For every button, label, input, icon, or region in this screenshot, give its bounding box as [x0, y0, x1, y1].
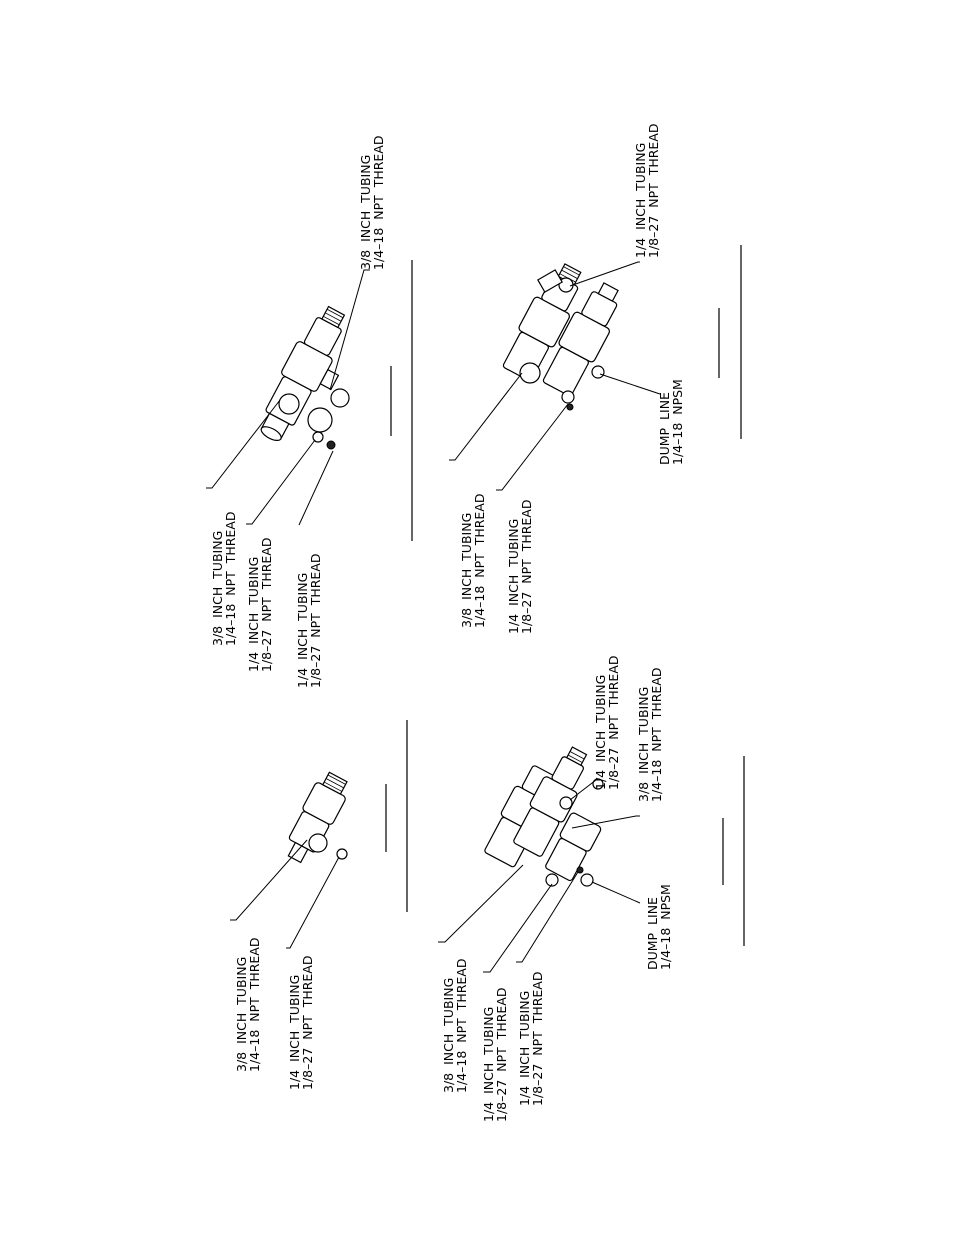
callout-ur-2-line1: 1/4 INCH TUBING: [506, 518, 521, 634]
callout-ur-4-line1: 1/4 INCH TUBING: [633, 142, 648, 258]
callout-lr-1-line2: 1/4–18 NPT THREAD: [454, 958, 469, 1093]
callout-ul-4-line2: 1/4–18 NPT THREAD: [371, 135, 386, 270]
callout-ul-3: [295, 554, 323, 689]
leader-ur-1: [449, 373, 522, 460]
callout-ur-3-line2: 1/4–18 NPSM: [670, 379, 685, 465]
callout-lr-6-line2: 1/4–18 NPT THREAD: [649, 667, 664, 802]
callout-ul-4-line1: 3/8 INCH TUBING: [358, 154, 373, 270]
valve-assembly-double: [499, 259, 629, 410]
callout-ul-1-line1: 3/8 INCH TUBING: [210, 530, 225, 646]
callout-lr-3-line1: 1/4 INCH TUBING: [517, 990, 532, 1106]
leader-ur-2: [496, 404, 568, 490]
callout-lr-5: [593, 656, 621, 791]
callout-lr-2: [481, 988, 509, 1123]
leader-lr-3: [516, 872, 578, 962]
valve-compact: [280, 769, 354, 867]
callout-ur-2: [506, 500, 534, 635]
callout-lr-2-line1: 1/4 INCH TUBING: [481, 1006, 496, 1122]
view-upper-left: [206, 136, 412, 689]
leader-ul-2: [246, 440, 315, 524]
callout-ll-2-line2: 1/8–27 NPT THREAD: [300, 955, 315, 1090]
callout-lr-2-line2: 1/8–27 NPT THREAD: [494, 987, 509, 1122]
callout-ll-2-line1: 1/4 INCH TUBING: [287, 974, 302, 1090]
callout-lr-3-line2: 1/8–27 NPT THREAD: [530, 971, 545, 1106]
valve-assembly-single: [251, 301, 365, 453]
callout-lr-1: [441, 959, 469, 1094]
valve-assembly-triple: [481, 742, 603, 886]
view-lower-left: [230, 720, 407, 1090]
callout-ll-1: [234, 938, 262, 1073]
callout-ur-3: [657, 379, 685, 465]
callout-lr-4-line2: 1/4–18 NPSM: [658, 884, 673, 970]
callout-ul-3-line1: 1/4 INCH TUBING: [295, 572, 310, 688]
callout-ur-4: [633, 124, 661, 259]
leader-lr-4: [592, 882, 640, 903]
callout-ur-1: [459, 494, 487, 629]
view-lower-right: [438, 656, 744, 1123]
callout-lr-6-line1: 3/8 INCH TUBING: [636, 686, 651, 802]
callout-lr-3: [517, 972, 545, 1107]
callout-lr-4-line1: DUMP LINE: [645, 897, 660, 970]
callout-ul-2-line1: 1/4 INCH TUBING: [246, 556, 261, 672]
callout-lr-4: [645, 884, 673, 970]
callout-ll-1-line1: 3/8 INCH TUBING: [234, 956, 249, 1072]
callout-ur-4-line2: 1/8–27 NPT THREAD: [646, 123, 661, 258]
callout-ur-2-line2: 1/8–27 NPT THREAD: [519, 499, 534, 634]
leader-ur-3: [600, 374, 660, 394]
callout-ll-1-line2: 1/4–18 NPT THREAD: [247, 937, 262, 1072]
callout-lr-5-line2: 1/8–27 NPT THREAD: [606, 655, 621, 790]
callout-ur-1-line1: 3/8 INCH TUBING: [459, 512, 474, 628]
callout-lr-6: [636, 668, 664, 803]
leader-lr-1: [438, 865, 523, 942]
callout-ul-2: [246, 538, 274, 673]
callout-ul-1-line2: 1/4–18 NPT THREAD: [223, 511, 238, 646]
callout-ul-3-line2: 1/8–27 NPT THREAD: [308, 553, 323, 688]
callout-ur-1-line2: 1/4–18 NPT THREAD: [472, 493, 487, 628]
callout-ll-2: [287, 956, 315, 1091]
callout-lr-5-line1: 1/4 INCH TUBING: [593, 674, 608, 790]
callout-ul-4: [358, 136, 386, 271]
view-upper-right: [449, 124, 741, 635]
callout-lr-1-line1: 3/8 INCH TUBING: [441, 977, 456, 1093]
leader-ll-2: [286, 857, 339, 948]
callout-ur-3-line1: DUMP LINE: [657, 392, 672, 465]
leader-ul-3: [299, 451, 333, 525]
callout-ul-1: [210, 512, 238, 647]
callout-ul-2-line2: 1/8–27 NPT THREAD: [259, 537, 274, 672]
leader-lr-2: [483, 884, 552, 972]
